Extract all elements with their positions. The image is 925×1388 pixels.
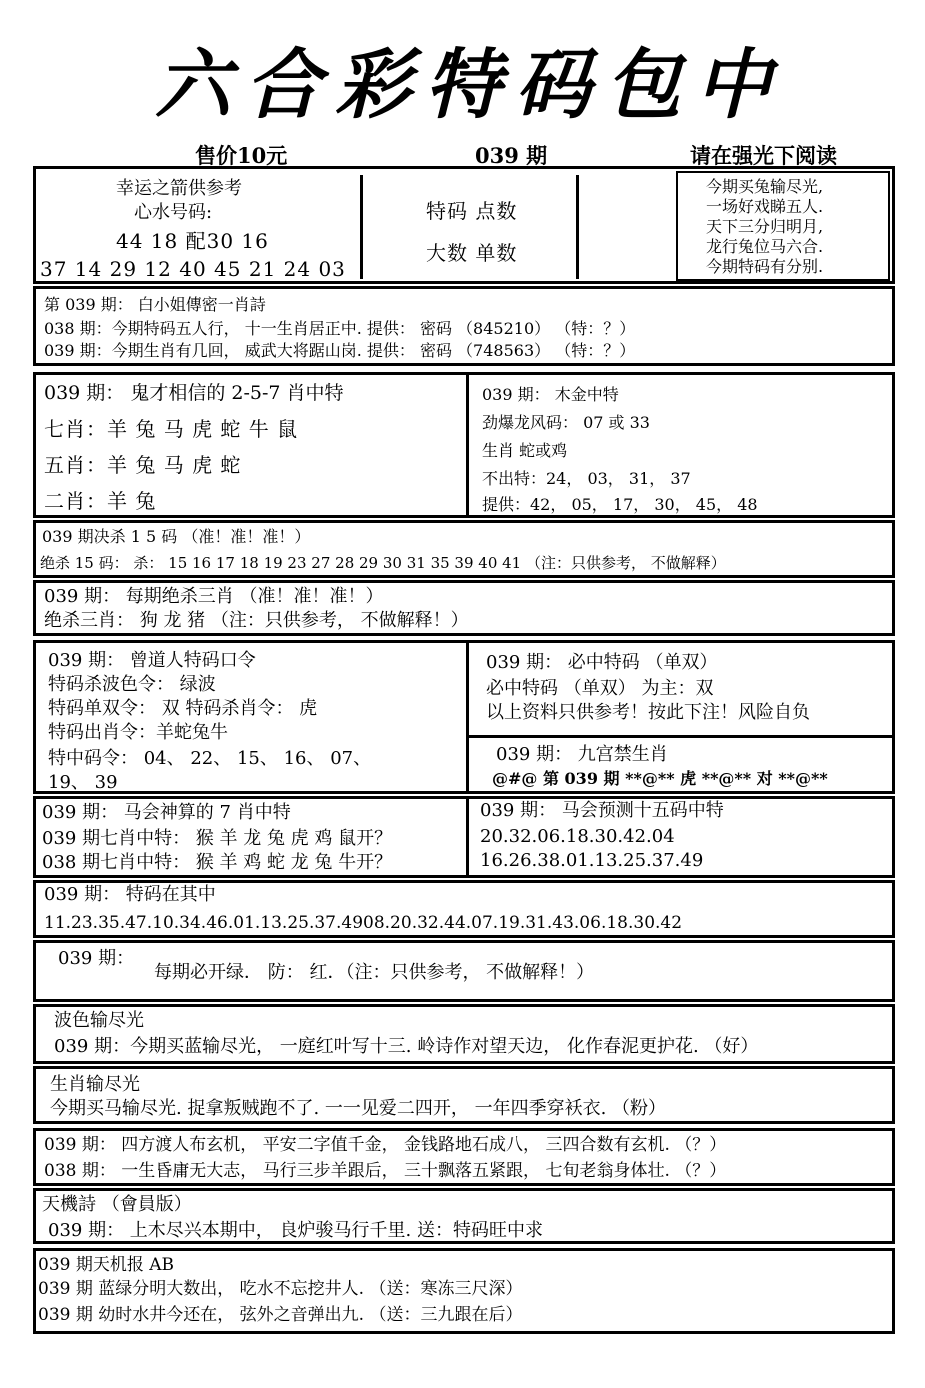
s5-right-a-1: 039 期： 必中特码 （单双） [486,652,718,673]
s4-line-1: 039 期： 每期绝杀三肖 （准！准！准！） [44,586,384,607]
section-257 [33,372,895,518]
section-kill-15 [33,520,895,578]
s5-right-a-2: 必中特码 （单双） 为主：双 [486,678,714,699]
s2-right-5: 提供：42， 05， 17， 30， 45， 48 [482,495,758,514]
s13-line-1: 039 期天机报 AB [38,1255,175,1275]
issue-number: 039 期 [475,143,548,168]
s7-line-1: 039 期： 特码在其中 [44,884,216,905]
mid-line-1: 特码 点数 [426,199,518,223]
s1-line-3: 039 期：今期生肖有几回， 威武大将踞山岗. 提供： 密码 （748563） （特：？） [44,341,636,360]
section-code-within [33,880,895,938]
s5-left-6: 19、 39 [48,772,118,793]
s1-line-1: 第 039 期： 白小姐傳密一肖詩 [44,295,266,314]
poem-line-2: 一场好戏睇五人. [706,197,824,216]
s3-line-2: 绝杀 15 码： 杀： 15 16 17 18 19 23 27 28 29 30 31 35 39 40 41 （注：只供参考， 不做解释） [40,554,726,572]
s2-left-3: 五肖：羊 兔 马 虎 蛇 [44,453,242,477]
s10-line-2: 今期买马输尽光. 捉拿叛贼跑不了. 一一见爱二四开， 一年四季穿袄衣. （粉） [50,1098,667,1119]
s13-line-2: 039 期 蓝绿分明大数出， 吃水不忘挖井人. （送：寒冻三尺深） [38,1279,523,1299]
s12-line-1: 天機詩 （會員版） [42,1194,192,1215]
page-title: 六合彩特码包中 [155,40,785,129]
s3-line-1: 039 期决杀 1 5 码 （准！准！准！） [42,527,311,546]
s8-line-1: 039 期： [58,948,135,969]
poem-line-4: 龙行兔位马六合. [706,237,824,256]
s13-line-3: 039 期 幼时水井今还在， 弦外之音弹出九. （送：三九跟在后） [38,1305,523,1325]
s5-right-a-3: 以上资料只供参考！按此下注！风险自负 [486,702,810,723]
mid-line-2: 大数 单数 [426,241,518,265]
lucky-numbers-b: 37 14 29 12 40 45 21 24 03 [40,257,346,281]
poem-line-5: 今期特码有分别. [706,257,824,276]
section-horse-club [33,796,895,878]
s5-right-b-2: @#@ 第 039 期 **@** 虎 **@** 对 **@** [492,769,828,788]
s2-right-3: 生肖 蛇或鸡 [482,441,568,460]
s6-left-1: 039 期： 马会神算的 7 肖中特 [42,802,291,823]
s5-left-3: 特码单双令： 双 特码杀肖令： 虎 [48,698,318,719]
section-wave-color [33,1004,895,1064]
s1-line-2: 038 期：今期特码五人行， 十一生肖居正中. 提供： 密码 （845210） （特：？） [44,319,636,338]
s9-line-1: 波色输尽光 [54,1010,144,1031]
reading-notice: 请在强光下阅读 [690,143,837,168]
s11-line-2: 038 期： 一生昏庸无大志， 马行三步羊跟后， 三十飘落五紧跟， 七旬老翁身体壮. （？） [44,1161,727,1181]
s6-right-1: 039 期： 马会预测十五码中特 [480,800,724,821]
s4-line-2: 绝杀三肖： 狗 龙 猪 （注：只供参考， 不做解释！） [44,610,469,631]
poem-line-1: 今期买兔输尽光, [706,177,824,196]
s7-line-2: 11.23.35.47.10.34.46.01.13.25.37.4908.20.32.44.07.19.31.43.06.18.30.42 [44,913,683,933]
s2-right-4: 不出特：24， 03， 31， 37 [482,469,691,488]
s2-left-2: 七肖：羊 兔 马 虎 蛇 牛 鼠 [44,417,299,441]
s9-line-2: 039 期：今期买蓝输尽光， 一庭红叶写十三. 岭诗作对望天边， 化作春泥更护花. （好） [54,1036,759,1057]
s11-line-1: 039 期： 四方渡人布玄机， 平安二字值千金， 金钱路地石成八， 三四合数有玄机. （？） [44,1135,727,1155]
s2-left-1: 039 期： 鬼才相信的 2-5-7 肖中特 [44,382,344,404]
s8-line-2: 每期必开绿． 防： 红．（注：只供参考， 不做解释！） [154,962,595,983]
price: 售价10元 [195,143,288,168]
s2-left-4: 二肖：羊 兔 [44,489,157,513]
top-box [33,166,895,284]
lucky-numbers-a: 44 18 配30 16 [116,229,269,253]
poem-line-3: 天下三分归明月, [706,217,824,236]
section-zeng-daoren [33,640,895,794]
s6-right-2: 20.32.06.18.30.42.04 [480,826,675,847]
lucky-arrow-title: 幸运之箭供参考 [116,178,242,199]
lucky-label: 心水号码: [134,202,213,223]
section-tianji-poem [33,1188,895,1244]
s10-line-1: 生肖输尽光 [50,1074,140,1095]
s2-right-1: 039 期： 木金中特 [482,385,619,404]
s5-left-4: 特码出肖令：羊蛇兔牛 [48,722,228,743]
s5-left-5: 特中码令： 04、 22、 15、 16、 07、 [48,748,372,769]
section-kill-three [33,580,895,636]
s5-right-b-1: 039 期： 九宫禁生肖 [496,744,668,765]
section-four-directions [33,1128,895,1186]
s6-left-3: 038 期七肖中特： 猴 羊 鸡 蛇 龙 兔 牛开？ [42,852,393,873]
s6-right-3: 16.26.38.01.13.25.37.49 [480,850,704,871]
section-bai-xiaojie [33,286,895,366]
section-tianji-ab [33,1248,895,1334]
section-zodiac [33,1066,895,1124]
s6-left-2: 039 期七肖中特： 猴 羊 龙 兔 虎 鸡 鼠开？ [42,828,393,849]
s2-right-2: 劲爆龙风码： 07 或 33 [482,413,650,432]
poem-box [676,171,890,281]
s12-line-2: 039 期： 上木尽兴本期中， 良炉骏马行千里. 送：特码旺中求 [48,1220,543,1241]
s5-left-2: 特码杀波色令： 绿波 [48,674,216,695]
section-green [33,940,895,1002]
s5-left-1: 039 期： 曾道人特码口令 [48,650,256,671]
